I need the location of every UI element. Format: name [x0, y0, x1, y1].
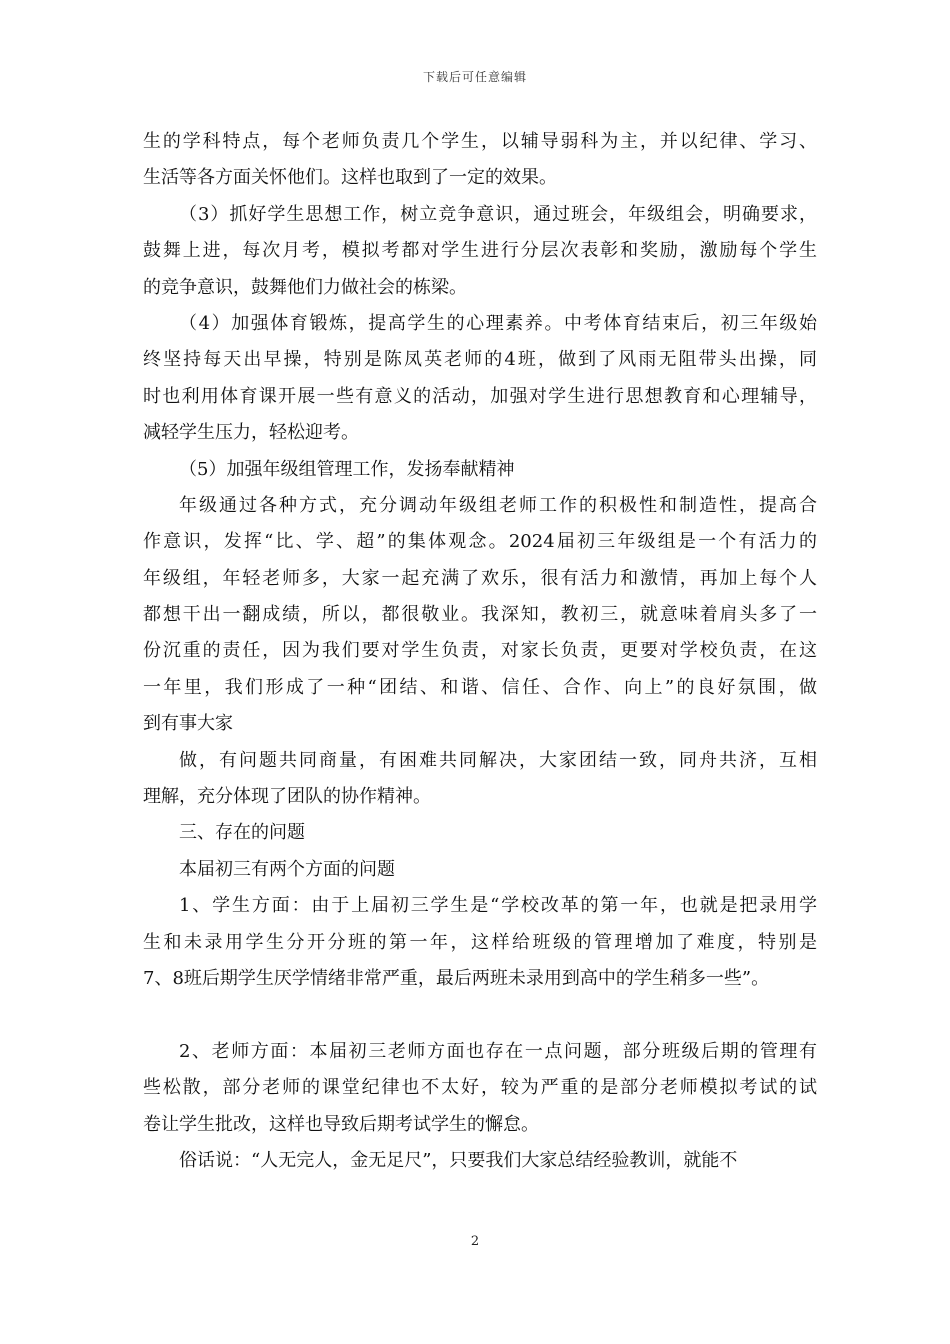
paragraph	[143, 488, 817, 743]
paragraph	[143, 743, 817, 816]
text-line: 生的学科特点，每个老师负责几个学生，以辅导弱科为主，并以纪律、学习、	[143, 131, 817, 152]
text-line: 终坚持每天出早操，特别是陈凤英老师的4班，做到了风雨无阻带头出操，同	[143, 349, 817, 371]
page-number: 2	[470, 1234, 480, 1249]
text-line: 年级组，年轻老师多，大家一起充满了欢乐，很有活力和激情，再加上每个人	[143, 567, 817, 589]
text-line: 生活等各方面关怀他们。这样也取到了一定的效果。	[143, 167, 557, 189]
text-line: 做，有问题共同商量，有困难共同解决，大家团结一致，同舟共济，互相	[179, 749, 817, 771]
text-line: 1、学生方面：由于上届初三学生是“学校改革的第一年，也就是把录用学	[179, 895, 817, 917]
text-line: 一年里，我们形成了一种“团结、和谐、信任、合作、向上”的良好氛围，做	[143, 676, 817, 698]
paragraph	[143, 124, 817, 197]
text-line: 时也利用体育课开展一些有意义的活动，加强对学生进行思想教育和心理辅导，	[143, 385, 817, 407]
text-line: 到有事大家	[143, 713, 233, 735]
document-body	[143, 124, 817, 1179]
paragraph-spacer	[143, 997, 817, 1033]
text-line: 年级通过各种方式，充分调动年级组老师工作的积极性和制造性，提高合	[179, 494, 817, 516]
paragraph	[143, 452, 817, 488]
text-line: 三、存在的问题	[179, 822, 305, 844]
text-line: （4）加强体育锻炼，提高学生的心理素养。中考体育结束后，初三年级始	[179, 312, 817, 334]
paragraph	[143, 852, 817, 888]
paragraph	[143, 306, 817, 452]
text-line: 的竞争意识，鼓舞他们力做社会的栋梁。	[143, 276, 467, 298]
text-line: 本届初三有两个方面的问题	[179, 858, 395, 880]
paragraph	[143, 1034, 817, 1143]
paragraph	[143, 1143, 817, 1179]
text-line: 俗话说：“人无完人，金无足尺”，只要我们大家总结经验教训，就能不	[179, 1149, 738, 1171]
text-line: 减轻学生压力，轻松迎考。	[143, 422, 359, 444]
page-header: 下载后可任意编辑	[422, 70, 527, 84]
text-line: 作意识，发挥“比、学、超”的集体观念。2024届初三年级组是一个有活力的	[143, 531, 817, 553]
text-line: （3）抓好学生思想工作，树立竞争意识，通过班会，年级组会，明确要求，	[179, 203, 817, 225]
paragraph	[143, 815, 817, 851]
text-line: 7、8班后期学生厌学情绪非常严重，最后两班未录用到高中的学生稍多一些”。	[143, 967, 770, 989]
paragraph	[143, 888, 817, 997]
text-line: 份沉重的责任，因为我们要对学生负责，对家长负责，更要对学校负责，在这	[143, 640, 817, 662]
text-line: 些松散，部分老师的课堂纪律也不太好，较为严重的是部分老师模拟考试的试	[143, 1077, 817, 1099]
text-line: 鼓舞上进，每次月考，模拟考都对学生进行分层次表彰和奖励，激励每个学生	[143, 240, 817, 262]
text-line: 卷让学生批改，这样也导致后期考试学生的懈怠。	[143, 1113, 539, 1135]
text-line: （5）加强年级组管理工作，发扬奉献精神	[179, 458, 515, 480]
paragraph	[143, 197, 817, 306]
text-line: 理解，充分体现了团队的协作精神。	[143, 786, 431, 808]
text-line: 生和未录用学生分开分班的第一年，这样给班级的管理增加了难度，特别是	[143, 931, 817, 953]
text-line: 都想干出一翻成绩，所以，都很敬业。我深知，教初三，就意味着肩头多了一	[143, 604, 817, 626]
text-line: 2、老师方面：本届初三老师方面也存在一点问题，部分班级后期的管理有	[179, 1040, 817, 1062]
